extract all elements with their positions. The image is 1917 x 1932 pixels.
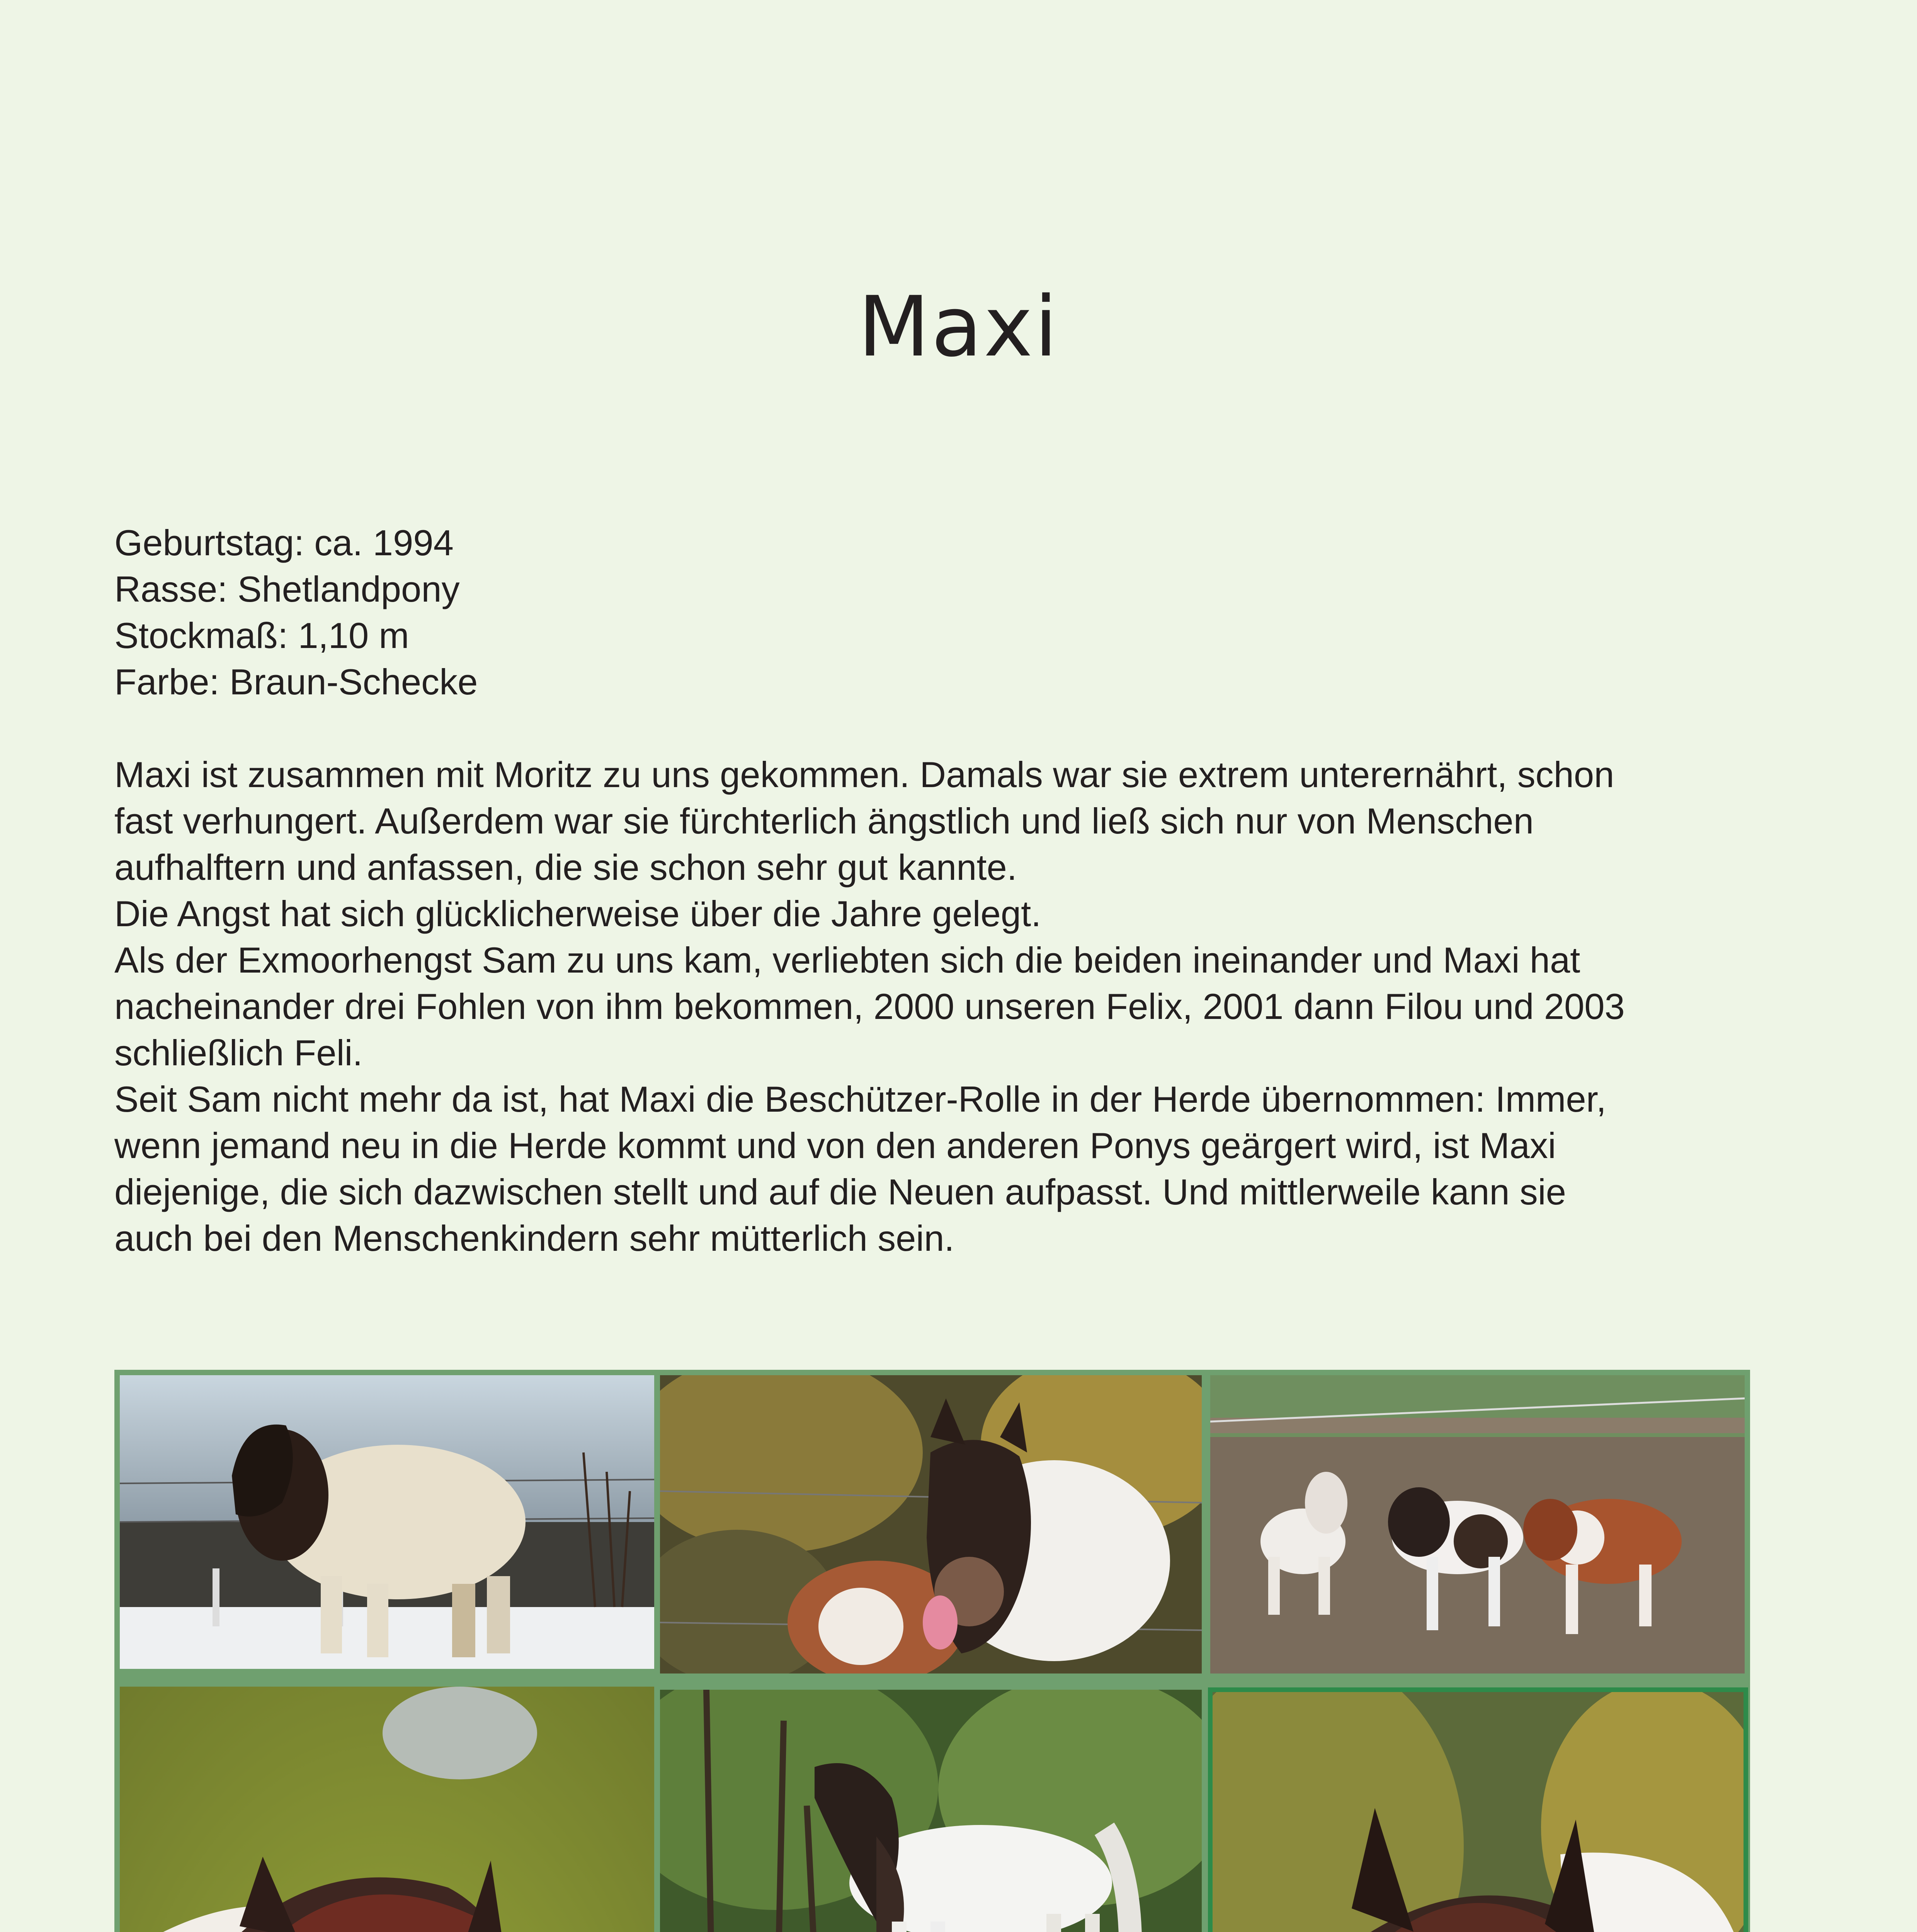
photo-pony-forest xyxy=(660,1690,1202,1932)
photo-pony-meadow xyxy=(120,1687,654,1932)
photo-pony-in-snow xyxy=(120,1375,654,1669)
fact-height: Stockmaß: 1,10 m xyxy=(114,615,409,656)
story-line: Die Angst hat sich glücklicherweise über die Jahre gelegt. xyxy=(114,893,1041,934)
story-line: Als der Exmoorhengst Sam zu uns kam, verliebten sich die beiden ineinander und Maxi hat xyxy=(114,940,1580,980)
story-line: nacheinander drei Fohlen von ihm bekommen, 2000 unseren Felix, 2001 dann Filou und 2003 xyxy=(114,986,1625,1027)
fact-color: Farbe: Braun-Schecke xyxy=(114,662,478,702)
photo-pony-tongue xyxy=(660,1375,1202,1673)
photo-pony-portrait xyxy=(1208,1687,1748,1932)
story-line: fast verhungert. Außerdem war sie fürchterlich ängstlich und ließ sich nur von Menschen xyxy=(114,801,1534,841)
story-line: aufhalftern und anfassen, die sie schon sehr gut kannte. xyxy=(114,847,1017,888)
page-title: Maxi xyxy=(858,278,1059,375)
fact-breed: Rasse: Shetlandpony xyxy=(114,569,460,609)
story-line: schließlich Feli. xyxy=(114,1032,363,1073)
story-line: Maxi ist zusammen mit Moritz zu uns gekommen. Damals war sie extrem unterernährt, schon xyxy=(114,754,1614,795)
photo-collage xyxy=(114,1370,1750,1932)
story-line: wenn jemand neu in die Herde kommt und von den anderen Ponys geärgert wird, ist Maxi xyxy=(114,1125,1556,1166)
photo-three-ponies xyxy=(1210,1375,1745,1673)
story-line: diejenige, die sich dazwischen stellt und auf die Neuen aufpasst. Und mittlerweile kann sie xyxy=(114,1172,1566,1212)
pony-story xyxy=(114,752,1815,1262)
story-line: Seit Sam nicht mehr da ist, hat Maxi die Beschützer-Rolle in der Herde übernommen: Immer, xyxy=(114,1079,1606,1119)
fact-birthday: Geburtstag: ca. 1994 xyxy=(114,522,454,563)
story-line: auch bei den Menschenkindern sehr mütterlich sein. xyxy=(114,1218,954,1259)
pony-facts xyxy=(114,520,1815,705)
